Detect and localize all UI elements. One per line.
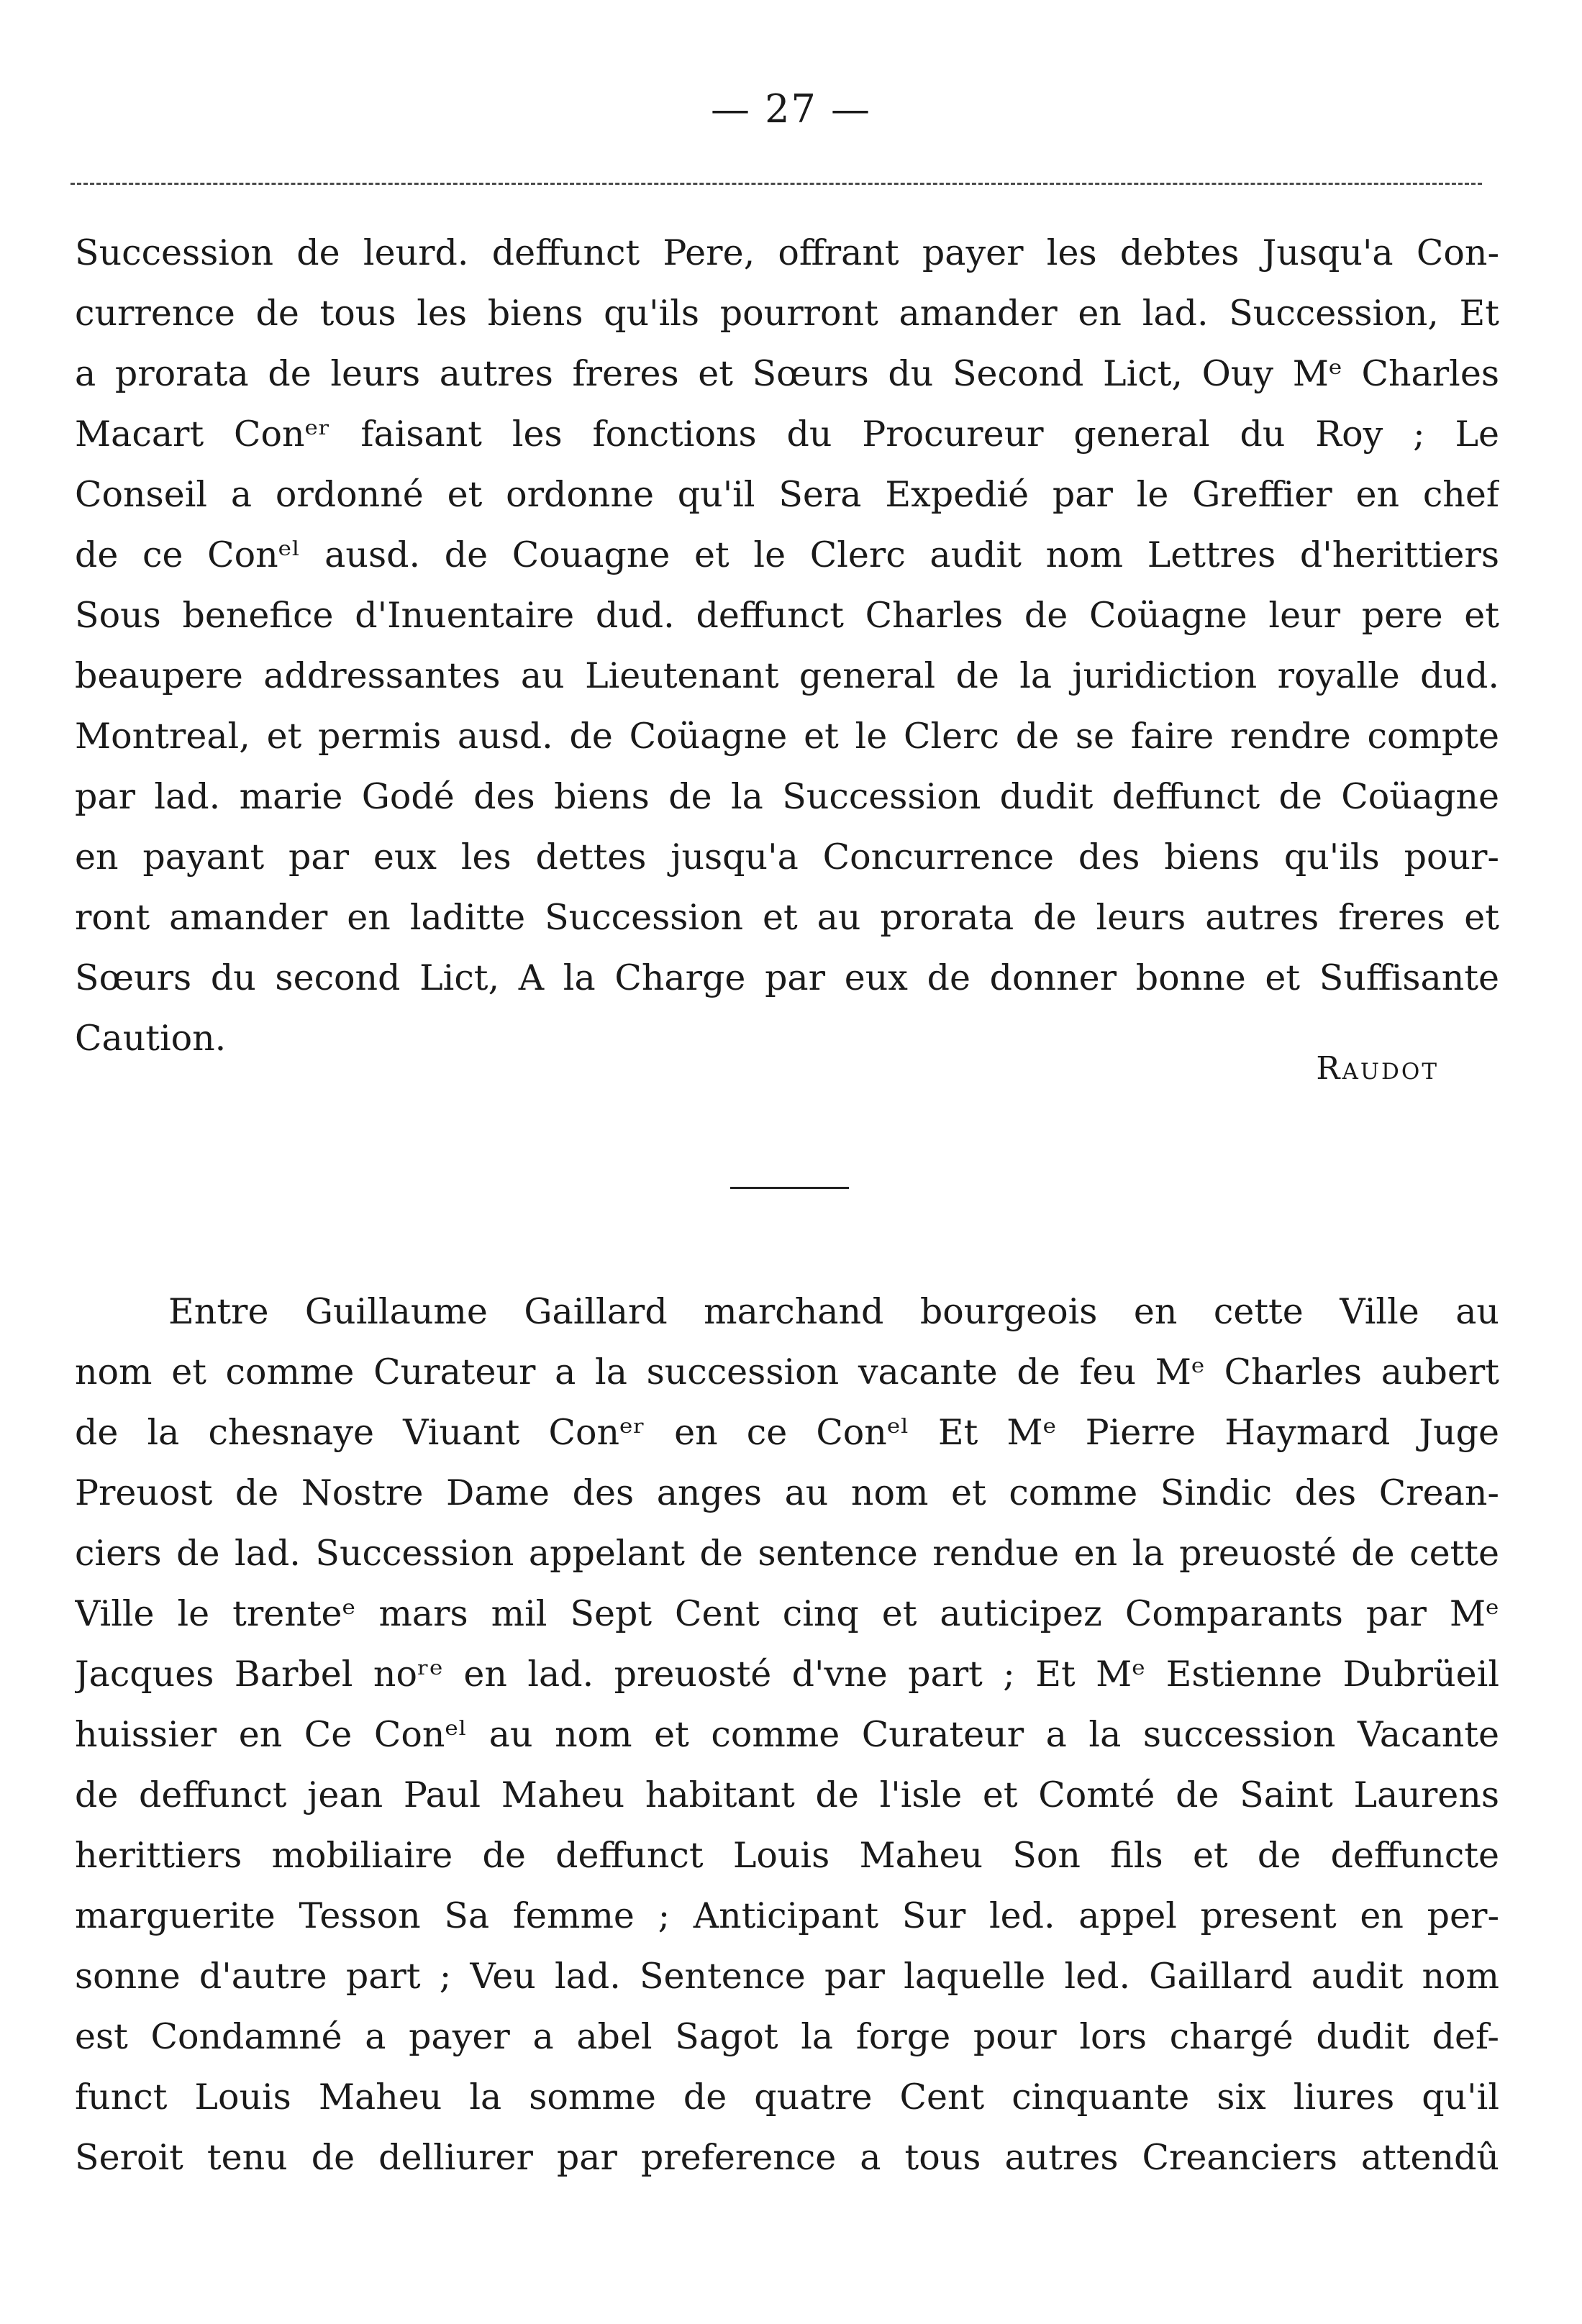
text-line: ront amander en laditte Succession et au prorata de leurs autres freres et bbox=[75, 897, 1499, 938]
signature: Raudot bbox=[1316, 1050, 1439, 1087]
paragraph-two bbox=[75, 1282, 1499, 2188]
text-line: herittiers mobiliaire de deffunct Louis Maheu Son fils et de deffuncte bbox=[75, 1835, 1499, 1876]
header-rule bbox=[71, 183, 1482, 185]
text-line: Conseil a ordonné et ordonne qu'il Sera Expedié par le Greffier en chef bbox=[75, 474, 1499, 515]
text-line: Seroit tenu de delliurer par preference a tous autres Creanciers attendû bbox=[75, 2137, 1499, 2178]
text-line: marguerite Tesson Sa femme ; Anticipant Sur led. appel present en per- bbox=[75, 1895, 1499, 1936]
text-line: funct Louis Maheu la somme de quatre Cent cinquante six liures qu'il bbox=[75, 2077, 1499, 2118]
text-line: de deffunct jean Paul Maheu habitant de l'isle et Comté de Saint Laurens bbox=[75, 1774, 1499, 1815]
text-line: Ville le trenteᵉ mars mil Sept Cent cinq et auticipez Comparants par Mᵉ bbox=[75, 1593, 1499, 1634]
text-line: Sous benefice d'Inuentaire dud. deffunct Charles de Coüagne leur pere et bbox=[75, 595, 1499, 636]
text-line: nom et comme Curateur a la succession vacante de feu Mᵉ Charles aubert bbox=[75, 1352, 1499, 1393]
text-line: Caution. bbox=[75, 1018, 227, 1059]
text-line: Entre Guillaume Gaillard marchand bourgeois en cette Ville au bbox=[168, 1291, 1499, 1332]
text-line: Succession de leurd. deffunct Pere, offrant payer les debtes Jusqu'a Con- bbox=[75, 232, 1499, 273]
text-line: ciers de lad. Succession appelant de sentence rendue en la preuosté de cette bbox=[75, 1533, 1499, 1574]
text-line: sonne d'autre part ; Veu lad. Sentence par laquelle led. Gaillard audit nom bbox=[75, 1956, 1499, 1997]
text-line: a prorata de leurs autres freres et Sœurs du Second Lict, Ouy Mᵉ Charles bbox=[75, 353, 1499, 394]
text-line: Jacques Barbel noʳᵉ en lad. preuosté d'vne part ; Et Mᵉ Estienne Dubrüeil bbox=[75, 1654, 1499, 1695]
text-line: huissier en Ce Conᵉˡ au nom et comme Curateur a la succession Vacante bbox=[75, 1714, 1499, 1755]
text-line: Preuost de Nostre Dame des anges au nom et comme Sindic des Crean- bbox=[75, 1472, 1499, 1513]
page-number: — 27 — bbox=[710, 86, 872, 132]
text-line: par lad. marie Godé des biens de la Succession dudit deffunct de Coüagne bbox=[75, 776, 1499, 817]
text-line: Montreal, et permis ausd. de Coüagne et le Clerc de se faire rendre compte bbox=[75, 716, 1499, 757]
text-line: est Condamné a payer a abel Sagot la forge pour lors chargé dudit def- bbox=[75, 2016, 1499, 2057]
text-line: en payant par eux les dettes jusqu'a Concurrence des biens qu'ils pour- bbox=[75, 837, 1499, 878]
text-line: beaupere addressantes au Lieutenant general de la juridiction royalle dud. bbox=[75, 655, 1499, 696]
section-divider bbox=[730, 1187, 849, 1189]
text-line: de la chesnaye Viuant Conᵉʳ en ce Conᵉˡ Et Mᵉ Pierre Haymard Juge bbox=[75, 1412, 1499, 1453]
text-line: currence de tous les biens qu'ils pourront amander en lad. Succession, Et bbox=[75, 293, 1499, 334]
text-line: de ce Conᵉˡ ausd. de Couagne et le Clerc audit nom Lettres d'herittiers bbox=[75, 534, 1499, 575]
paragraph-one bbox=[75, 223, 1499, 1069]
text-line: Macart Conᵉʳ faisant les fonctions du Procureur general du Roy ; Le bbox=[75, 414, 1499, 455]
text-line: Sœurs du second Lict, A la Charge par eux de donner bonne et Suffisante bbox=[75, 957, 1499, 998]
